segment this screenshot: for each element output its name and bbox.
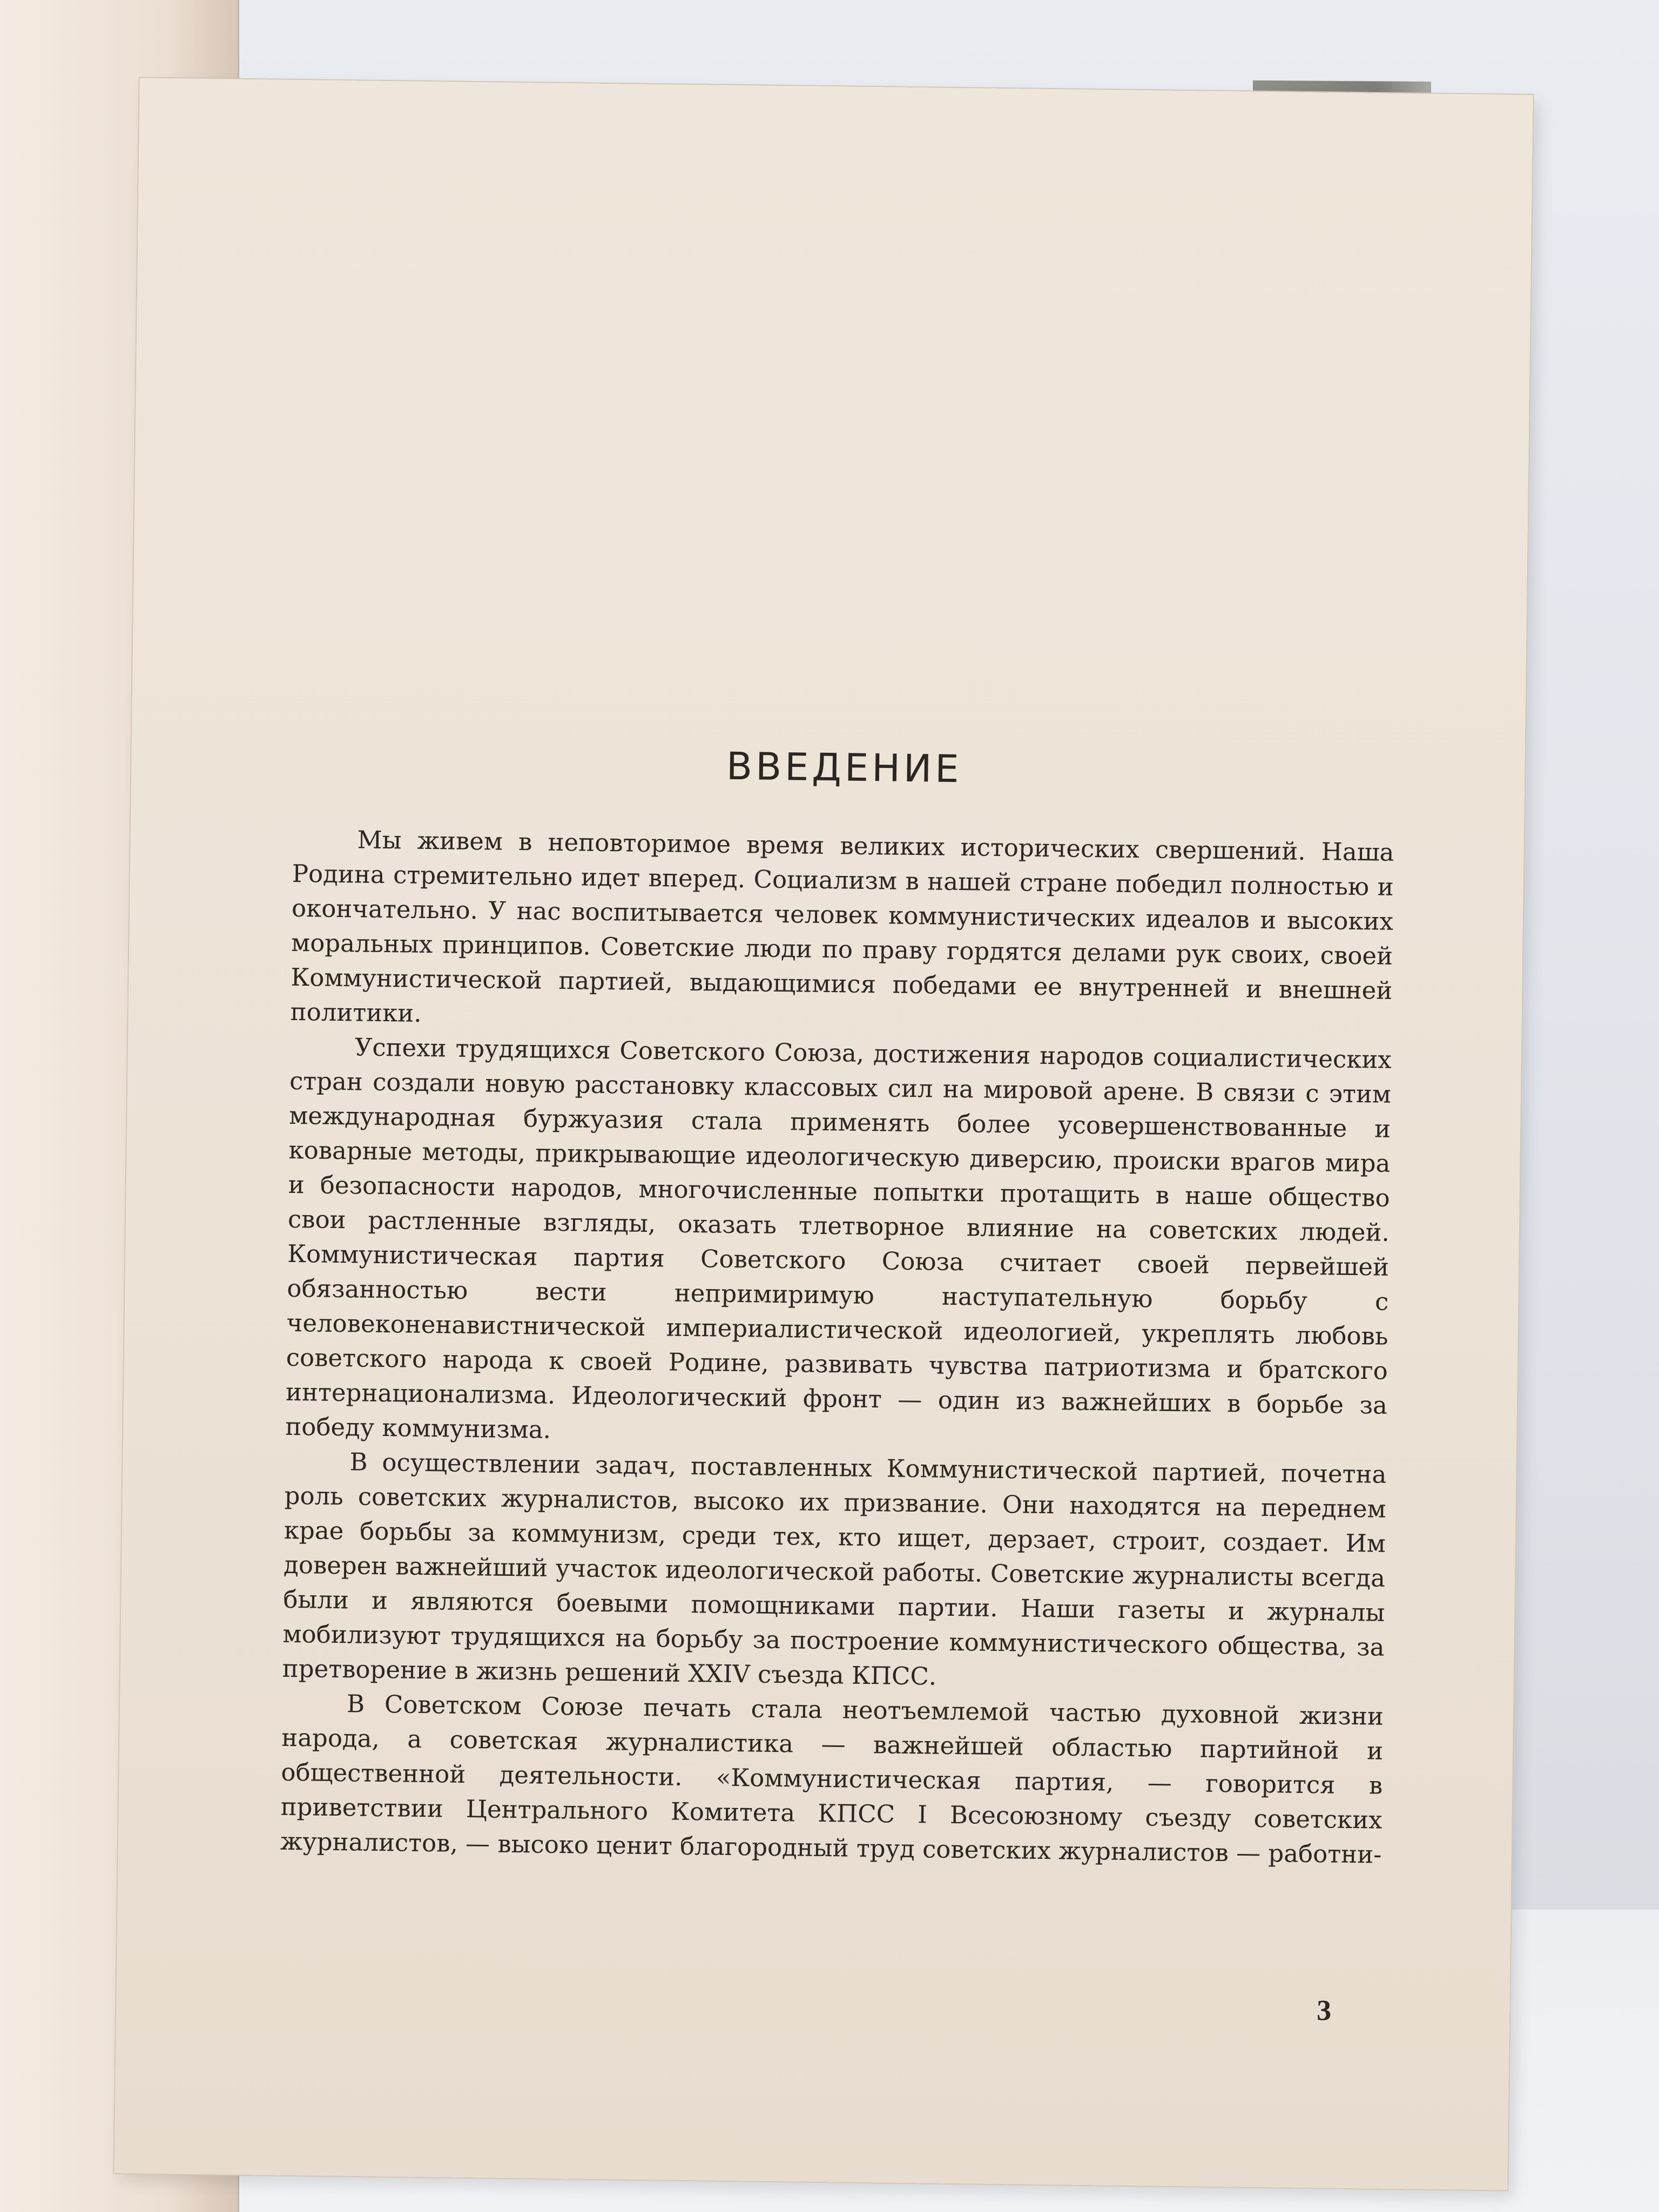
paragraph: В осуществлении задач, поставленных Коммунистической партией, почетна роль советских журналистов, высоко их призвание. Они находятся на переднем крае борьбы за коммунизм, среди тех, кто ищет, дерзает, строит, создает. Им доверен важнейший участок идеологической работы. Советские журналисты всегда были и являются боевыми помощниками партии. Наши газеты и журналы мобилизуют трудящихся на борьбу за построение коммунистического общества, за претворение в жизнь решений XXIV съезда КПСС. (282, 1447, 1387, 1691)
paragraph: В Советском Союзе печать стала неотъемлемой частью духовной жизни народа, а советская журналистика — важнейшей областью партийной и общественной деятельности. «Коммунистическая партия, — говорится в приветствии Центрального Комитета КПСС I Всесоюзному съезду советских журналистов, — высоко ценит благородный труд советских журналистов — работни- (280, 1689, 1384, 1869)
page-number: 3 (1316, 1994, 1332, 2027)
paragraph: Успехи трудящихся Советского Союза, достижения народов социалистических стран создали новую расстановку классовых сил на мировой арене. В связи с этим международная буржуазия стала применять более усовершенствованные и коварные методы, прикрывающие идеологическую диверсию, происки врагов мира и безопасности народов, многочисленные попытки протащить в наше общество свои растленные взгляды, оказать тлетворное влияние на советских людей. Коммунистическая партия Советского Союза считает своей первейшей обязанностью вести непримиримую наступательную борьбу с человеконенавистнической империалистической идеологией, укреплять любовь советского народа к своей Родине, развивать чувства патриотизма и братского интернационализма. Идеологический фронт — один из важнейших в борьбе за победу коммунизма. (285, 1033, 1392, 1444)
chapter-title: ВВЕДЕНИЕ (726, 744, 962, 792)
page-content (280, 739, 1395, 1872)
paragraph: Мы живем в неповторимое время великих исторических свершений. Наша Родина стремительно идет вперед. Социализм в нашей стране победил полностью и окончательно. У нас воспитывается человек коммунистических идеалов и высоких моральных принципов. Советские люди по праву гордятся делами рук своих, своей Коммунистической партией, выдающимися победами ее внутренней и внешней политики. (290, 825, 1394, 1028)
book-page (114, 78, 1533, 2190)
